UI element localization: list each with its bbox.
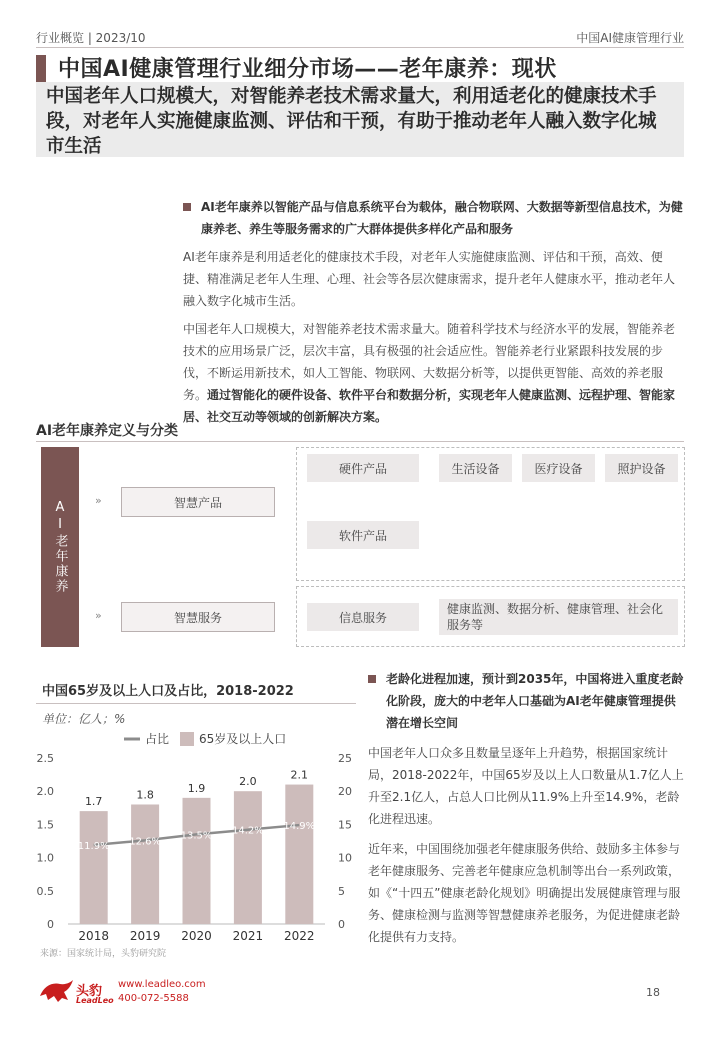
page-number: 18 [646,986,660,999]
intro-paragraph-2-bold: 通过智能化的硬件设备、软件平台和数据分析，实现老年人健康监测、远程护理、智能家居、社交互动等领域的创新解决方案。 [183,388,676,424]
right-axis-tick: 5 [338,884,345,898]
bar-value-label: 2.1 [290,768,309,782]
population-chart [0,722,360,942]
website-link[interactable]: www.leadleo.com [118,979,206,990]
header-divider [36,47,684,48]
phone-number: 400-072-5588 [118,993,189,1004]
title-accent-bar [36,55,46,82]
branch-smart-products: 智慧产品 [121,487,275,517]
left-axis-tick: 2.0 [36,785,54,799]
line-value-label: 12.6% [129,836,161,848]
bar-value-label: 1.7 [84,795,103,809]
bar-value-label: 2.0 [239,775,257,789]
hardware-item: 生活设备 [439,454,512,482]
legend-bar-swatch [180,732,194,746]
logo-subtext: LeadLeo [76,996,114,1005]
line-value-label: 14.9% [283,821,316,833]
intro-paragraph-2 [183,318,683,428]
intro-paragraph-2-normal: 中国老年人口规模大，对智能养老技术需求量大。随着科学技术与经济水平的发展，智能养老技术的应用场景广泛，层次丰富，具有极强的社会适应性。智能养老行业紧跟科技发展的步伐，不断运用新技术，如人工智能、物联网、大数据分析等，以提供更智能、高效的养老服务。 [183,322,676,402]
line-value-label: 14.2% [232,825,264,837]
classification-divider [36,441,684,442]
chart-unit: 单位：亿人；% [42,712,126,726]
info-services: 信息服务 [307,603,419,631]
classification-root: AI老年康养 [41,447,79,647]
chart-title: 中国65岁及以上人口及占比，2018-2022 [42,684,294,699]
right-bullet-heading: 老龄化进程加速，预计到2035年，中国将进入重度老龄化阶段，庞大的中老年人口基础为AI老年健康管理提供潜在增长空间 [368,668,684,734]
left-axis-tick: 1.0 [36,851,54,865]
software-products: 软件产品 [307,521,419,549]
right-axis-tick: 15 [338,818,352,832]
x-axis-tick: 2019 [129,929,161,942]
legend-line-label: 占比 [145,732,170,746]
left-axis-tick: 0.5 [36,884,54,898]
left-axis-tick: 2.5 [36,752,54,765]
chart-title-divider [36,703,356,704]
right-axis-tick: 0 [338,918,345,931]
x-axis-tick: 2020 [181,929,212,942]
bar [234,791,262,924]
hardware-item: 医疗设备 [522,454,595,482]
arrow-icon: » [95,494,102,507]
intro-paragraph-1: AI老年康养是利用适老化的健康技术手段，对老年人实施健康监测、评估和干预，高效、便捷、精准满足老年人生理、心理、社会等各层次健康需求，提升老年人健康水平，推动老年人融入数字化城市生活。 [183,250,676,308]
line-value-label: 11.9% [77,840,110,852]
logo-text: 头豹 [76,984,103,999]
left-axis-tick: 0 [47,918,54,931]
hardware-products: 硬件产品 [307,454,419,482]
page-title: 中国AI健康管理行业细分市场——老年康养：现状 [58,57,557,82]
bar [77,811,110,924]
leopard-logo-icon [38,978,74,1004]
header-report-name: 中国AI健康管理行业 [576,31,684,45]
contact-info [118,978,206,1006]
info-services-items: 健康监测、数据分析、健康管理、社会化服务等 [439,599,678,635]
x-axis-tick: 2018 [78,929,109,942]
arrow-icon: » [95,609,102,622]
intro-bullet-heading: AI老年康养以智能产品与信息系统平台为载体，融合物联网、大数据等新型信息技术，为健康养老、养生等服务需求的广大群体提供多样化产品和服务 [183,196,683,240]
right-column [368,668,684,948]
right-axis-tick: 10 [338,851,352,865]
subtitle-text: 中国老年人口规模大，对智能养老技术需求量大，利用适老化的健康技术手段，对老年人实施健康监测、评估和干预，有助于推动老年人融入数字化城市生活 [46,86,657,157]
left-axis-tick: 1.5 [36,818,54,832]
right-paragraph-2: 近年来，中国围绕加强老年健康服务供给、鼓励多主体参与老年健康服务、完善老年健康应急机制等出台一系列政策，如《“十四五”健康老龄化规划》明确提出发展健康管理与服务、健康检测与监测等智慧健康养老服务，为促进健康老龄化提供有力支持。 [368,842,681,944]
branch-smart-services: 智慧服务 [121,602,275,632]
source-note: 来源：国家统计局，头豹研究院 [40,949,167,959]
intro-section [183,196,683,428]
bar-value-label: 1.9 [187,781,206,795]
line-value-label: 13.5% [180,830,213,842]
legend-bar-label: 65岁及以上人口 [199,732,287,746]
hardware-item: 照护设备 [605,454,678,482]
right-paragraph-1: 中国老年人口众多且数量呈逐年上升趋势，根据国家统计局，2018-2022年，中国65岁及以上人口数量从1.7亿人上升至2.1亿人，占总人口比例从11.9%上升至14.9%，老龄化进程迅速。 [368,746,684,826]
bar-value-label: 1.8 [136,788,154,802]
classification-title: AI老年康养定义与分类 [36,423,179,439]
bar [283,785,316,924]
bar [180,798,213,924]
x-axis-tick: 2022 [284,929,315,942]
subtitle-box [36,82,684,157]
bar [131,804,159,924]
right-axis-tick: 25 [338,752,352,765]
header-breadcrumb: 行业概览 | 2023/10 [36,31,146,45]
right-axis-tick: 20 [338,785,352,799]
x-axis-tick: 2021 [232,929,264,942]
